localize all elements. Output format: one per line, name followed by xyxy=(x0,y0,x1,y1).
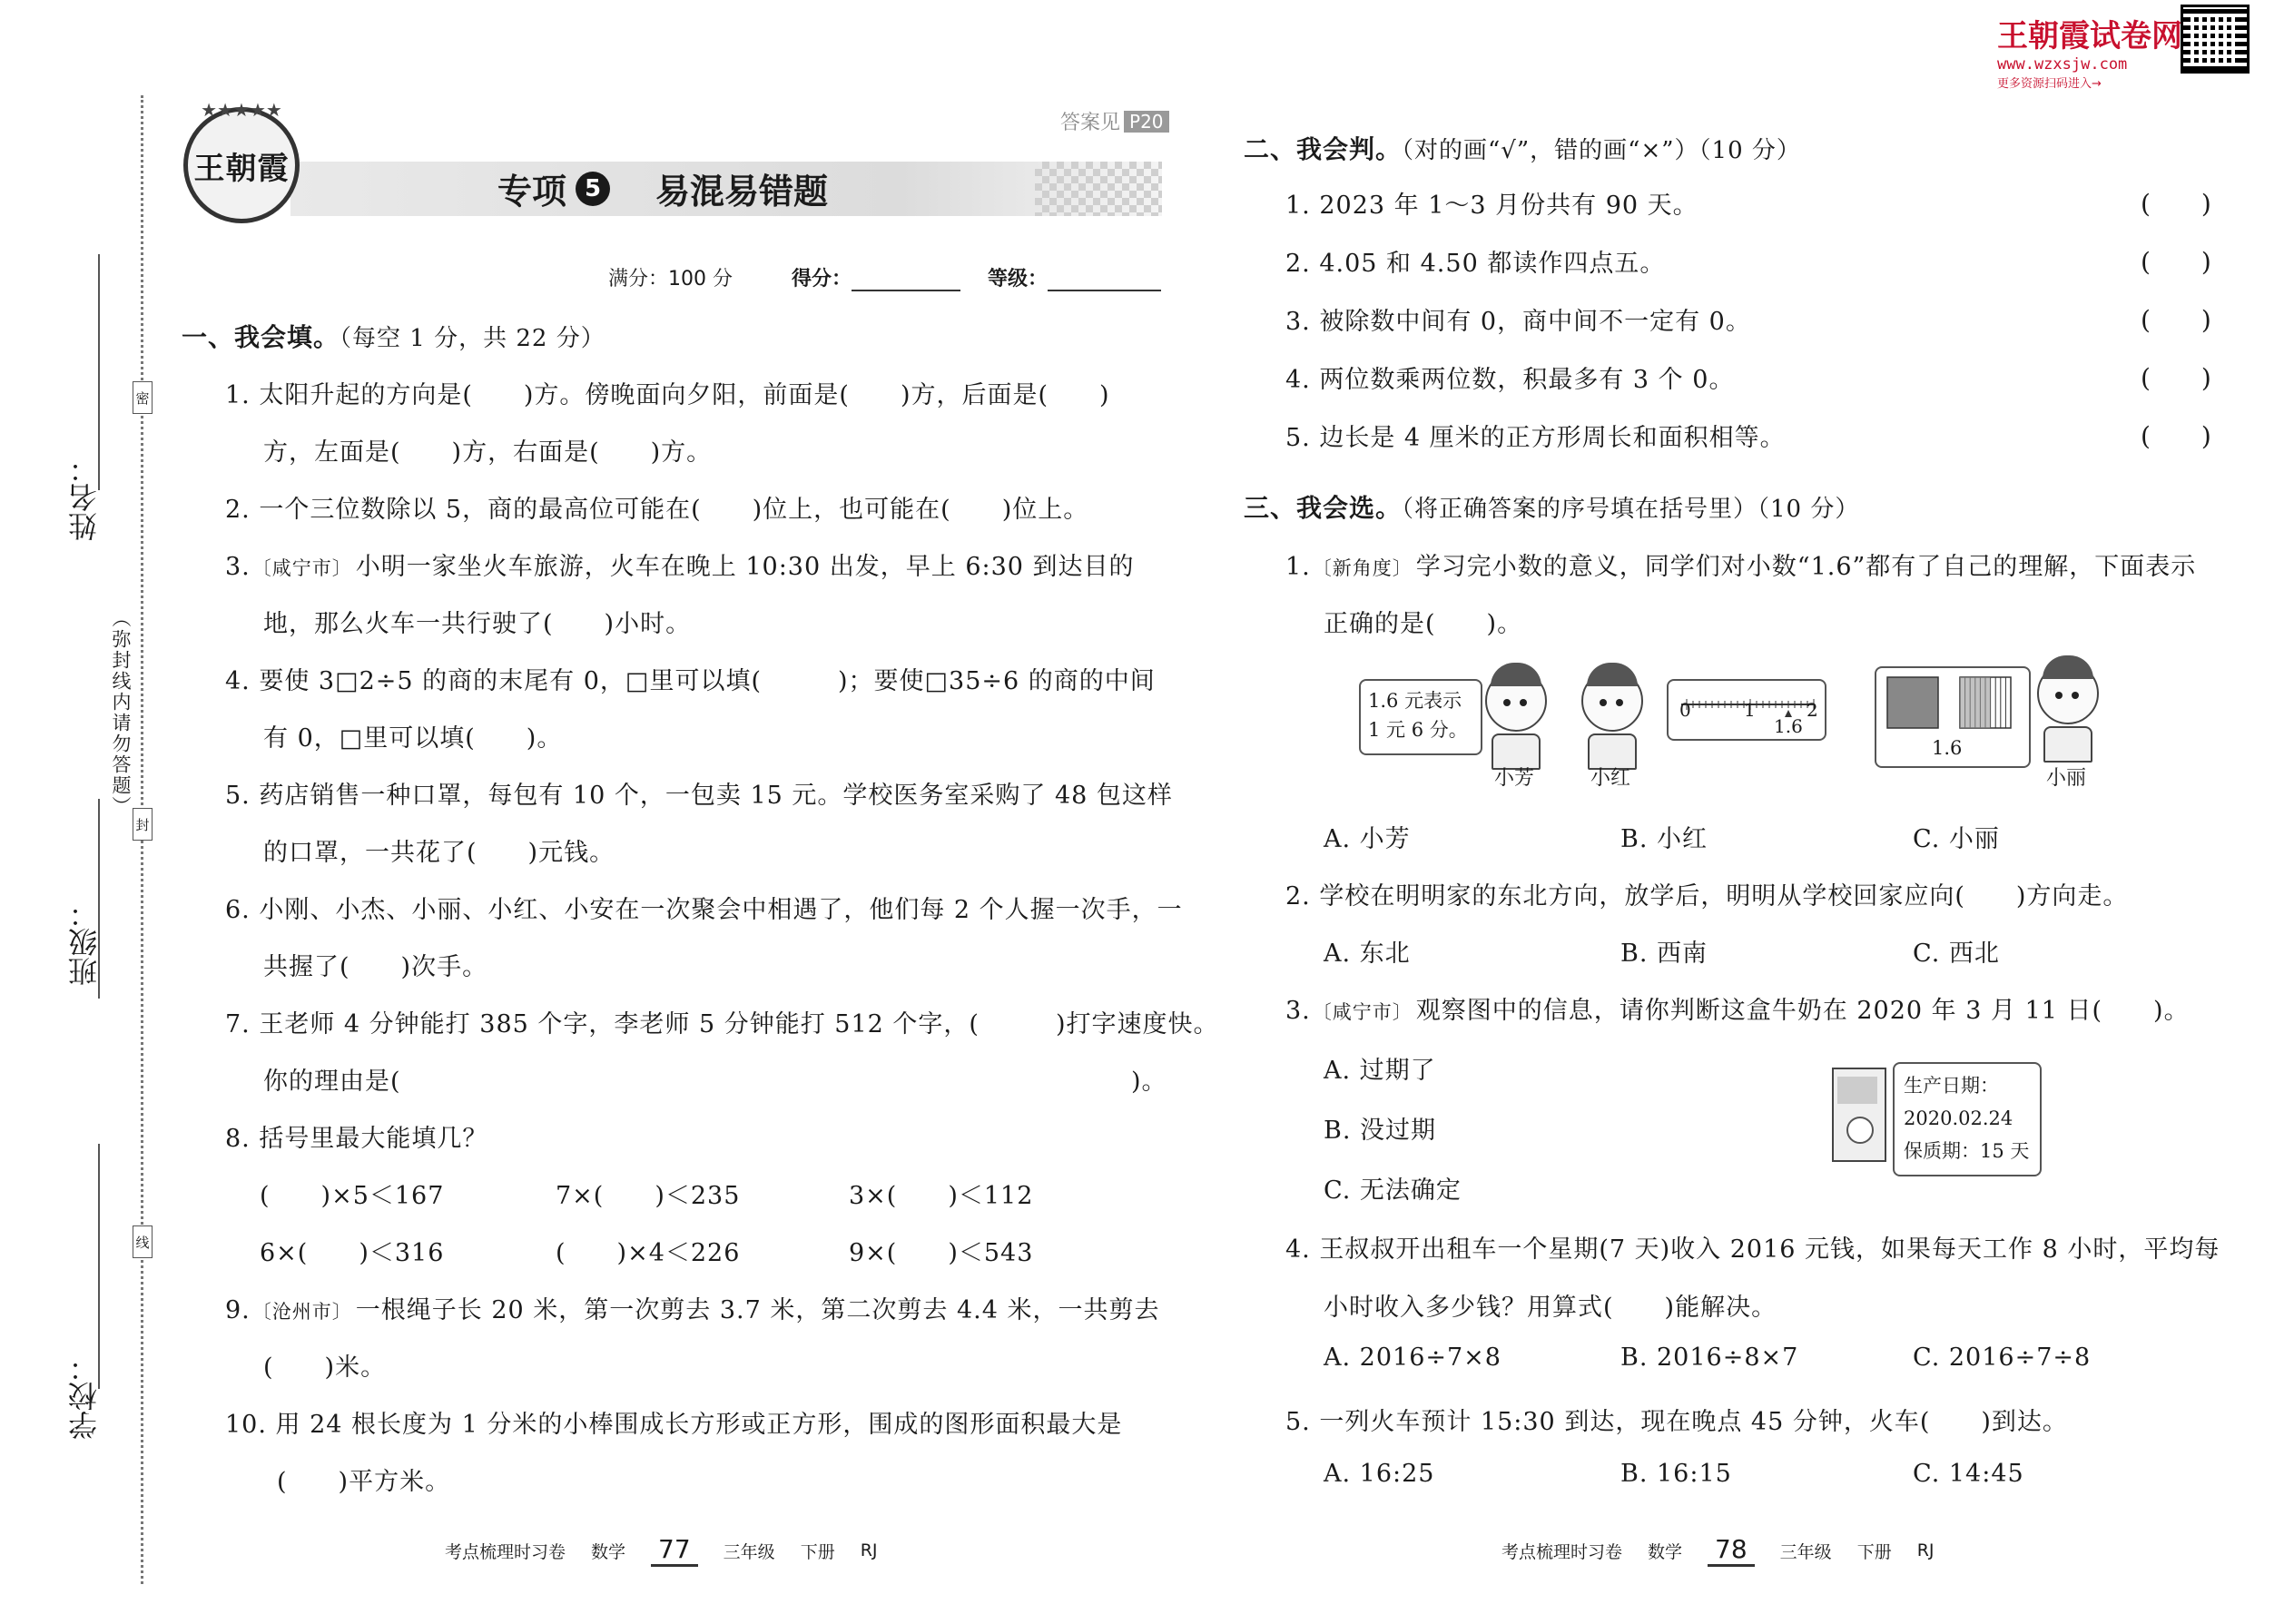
section-1-title: 一、我会填。 xyxy=(182,322,340,352)
footer-book: 考点梳理时习卷 xyxy=(445,1541,566,1562)
footer-subject: 数学 xyxy=(591,1541,626,1562)
fill-q3-tag: 〔咸宁市〕 xyxy=(251,557,352,579)
school-label: 学校： xyxy=(67,1353,102,1440)
footer-volume: 下册 xyxy=(1856,1541,1892,1562)
fill-q8-heading: 8. 括号里最大能填几？ xyxy=(225,1125,488,1153)
judge-q5: 5. 边长是 4 厘米的正方形周长和面积相等。 xyxy=(1285,424,1786,452)
watermark-url[interactable]: www.wzxsjw.com xyxy=(1997,55,2128,74)
bubble1-line2: 1 元 6 分。 xyxy=(1368,719,1468,741)
choice-q1-line2: 正确的是( )。 xyxy=(1324,610,1523,638)
footer-left xyxy=(445,1534,878,1567)
fill-q6-line1: 6. 小刚、小杰、小丽、小红、小安在一次聚会中相遇了，他们每 2 个人握一次手，一 xyxy=(225,896,1183,924)
choice-q1-text: 学习完小数的意义，同学们对小数“1.6”都有了自己的理解，下面表示 xyxy=(1415,553,2197,581)
milk-info-box xyxy=(1893,1062,2042,1176)
judge-q1: 1. 2023 年 1～3 月份共有 90 天。 xyxy=(1285,192,1698,220)
fill-q9-text: 一根绳子长 20 米，第一次剪去 3.7 米，第二次剪去 4.4 米，一共剪去 xyxy=(355,1296,1160,1324)
fill-q1-line1: 1. 太阳升起的方向是( )方。傍晚面向夕阳，前面是( )方，后面是( ) xyxy=(225,381,1110,409)
grade-blank[interactable] xyxy=(1048,290,1161,291)
fill-q8-c: 3×( )＜112 xyxy=(849,1182,1034,1210)
speech-bubble-xiaofang xyxy=(1359,679,1482,755)
fill-q1-line2: 方，左面是( )方，右面是( )方。 xyxy=(263,438,713,467)
choice-q4-opt-c[interactable]: C. 2016÷7÷8 xyxy=(1913,1343,2092,1372)
checker-decoration xyxy=(1035,162,1162,216)
choice-q1-opt-b[interactable]: B. 小红 xyxy=(1620,825,1708,853)
seal-char-xian: 线 xyxy=(133,1225,153,1258)
grid-label: 1.6 xyxy=(1932,737,1963,759)
milk-carton-icon xyxy=(1832,1068,1886,1162)
judge-answer-1[interactable]: ( ) xyxy=(2141,189,2211,219)
logo-text: 王朝霞 xyxy=(193,150,290,187)
seal-char-mi: 密 xyxy=(133,381,153,414)
footer-book: 考点梳理时习卷 xyxy=(1501,1541,1623,1562)
fill-q8-d: 6×( )＜316 xyxy=(260,1239,445,1267)
numline-2: 2 xyxy=(1807,699,1818,721)
judge-answer-4[interactable]: ( ) xyxy=(2141,363,2211,393)
fill-q3-prefix: 3. xyxy=(225,553,251,581)
girl-xiaoli-icon xyxy=(2037,663,2099,763)
qr-code-icon[interactable] xyxy=(2183,7,2247,71)
choice-q2: 2. 学校在明明家的东北方向，放学后，明明从学校回家应向( )方向走。 xyxy=(1285,882,2129,910)
score-blank[interactable] xyxy=(852,290,960,291)
score-field[interactable] xyxy=(792,263,960,291)
grade-label: 等级： xyxy=(988,268,1049,290)
fill-q7-line1: 7. 王老师 4 分钟能打 385 个字，李老师 5 分钟能打 512 个字，( )打字速度快。 xyxy=(225,1010,1219,1038)
footer-edition: RJ xyxy=(1916,1540,1935,1560)
answer-ref-page: P20 xyxy=(1124,111,1169,133)
footer-grade: 三年级 xyxy=(723,1541,775,1562)
section-3-heading xyxy=(1244,488,1859,525)
title-prefix: 专项 xyxy=(497,172,567,212)
choice-q3 xyxy=(1285,990,2190,1026)
choice-q2-opt-c[interactable]: C. 西北 xyxy=(1913,940,2000,968)
page-number: 77 xyxy=(651,1534,698,1567)
brand-logo xyxy=(183,99,300,223)
bubble1-line1: 1.6 元表示 xyxy=(1368,690,1462,712)
fill-q8-f: 9×( )＜543 xyxy=(849,1239,1034,1267)
seal-char-feng: 封 xyxy=(133,808,153,841)
choice-q1-line1 xyxy=(1285,546,2196,582)
fill-q4-line1: 4. 要使 3□2÷5 的商的末尾有 0，□里可以填( )；要使□35÷6 的商的中间 xyxy=(225,667,1156,695)
section-2-heading xyxy=(1244,130,1801,166)
fill-q10-line1: 10. 用 24 根长度为 1 分米的小棒围成长方形或正方形，围成的图形面积最大是 xyxy=(225,1411,1123,1439)
milk-shelf-life: 保质期：15 天 xyxy=(1904,1140,2030,1162)
section-2-note: （对的画“√”，错的画“×”）（10 分） xyxy=(1402,137,1801,164)
choice-q4-line2: 小时收入多少钱？用算式( )能解决。 xyxy=(1324,1294,1777,1322)
choice-q3-tag: 〔咸宁市〕 xyxy=(1312,1001,1413,1023)
choice-q3-text: 观察图中的信息，请你判断这盒牛奶在 2020 年 3 月 11 日( )。 xyxy=(1415,997,2190,1025)
judge-q4: 4. 两位数乘两位数，积最多有 3 个 0。 xyxy=(1285,366,1735,394)
footer-subject: 数学 xyxy=(1648,1541,1683,1562)
answer-ref-label: 答案见 xyxy=(1060,112,1121,134)
footer-volume: 下册 xyxy=(800,1541,835,1562)
page-number: 78 xyxy=(1708,1534,1755,1567)
fill-q7-close: )。 xyxy=(1131,1068,1167,1096)
choice-q4-opt-a[interactable]: A. 2016÷7×8 xyxy=(1324,1343,1501,1372)
milk-production-date: 2020.02.24 xyxy=(1904,1107,2013,1129)
judge-answer-2[interactable]: ( ) xyxy=(2141,247,2211,277)
full-score: 满分：100 分 xyxy=(608,268,733,290)
name-label: 姓名： xyxy=(67,454,102,541)
judge-q3: 3. 被除数中间有 0，商中间不一定有 0。 xyxy=(1285,308,1751,336)
choice-q1-tag: 〔新角度〕 xyxy=(1312,557,1413,579)
answer-reference xyxy=(1060,107,1169,135)
decimal-grid-icon xyxy=(1876,668,2029,741)
choice-q3-prefix: 3. xyxy=(1285,997,1311,1025)
fill-q3-text: 小明一家坐火车旅游，火车在晚上 10:30 出发，早上 6:30 到达目的 xyxy=(355,553,1135,581)
watermark[interactable] xyxy=(1997,11,2182,91)
choice-q5-opt-a[interactable]: A. 16:25 xyxy=(1324,1460,1435,1488)
choice-q5-opt-b[interactable]: B. 16:15 xyxy=(1620,1460,1732,1488)
footer-edition: RJ xyxy=(860,1540,878,1560)
section-1-heading xyxy=(182,318,605,354)
name-xiaohong: 小红 xyxy=(1590,767,1631,790)
section-3-title: 三、我会选。 xyxy=(1244,493,1403,523)
fill-q9-line1 xyxy=(225,1290,1160,1325)
numline-1: 1 xyxy=(1744,699,1756,721)
fill-q8-e: ( )×4＜226 xyxy=(556,1239,741,1267)
page-title xyxy=(497,163,828,213)
fill-q8-a: ( )×5＜167 xyxy=(260,1182,445,1210)
choice-q3-opt-b[interactable]: B. 没过期 xyxy=(1324,1117,1437,1145)
fill-q2: 2. 一个三位数除以 5，商的最高位可能在( )位上，也可能在( )位上。 xyxy=(225,496,1089,524)
choice-q5-opt-c[interactable]: C. 14:45 xyxy=(1913,1460,2024,1488)
section-2-title: 二、我会判。 xyxy=(1244,134,1403,164)
girl-xiaofang-icon xyxy=(1485,670,1547,770)
choice-q2-opt-a[interactable]: A. 东北 xyxy=(1324,940,1411,968)
title-number: 5 xyxy=(576,172,610,206)
fill-q7-line2: 你的理由是( xyxy=(263,1068,401,1096)
judge-answer-3[interactable]: ( ) xyxy=(2141,305,2211,335)
fill-q8-b: 7×( )＜235 xyxy=(556,1182,741,1210)
title-main: 易混易错题 xyxy=(655,172,829,212)
milk-production-label: 生产日期： xyxy=(1904,1075,1999,1097)
fill-q5-line2: 的口罩，一共花了( )元钱。 xyxy=(263,839,615,867)
fill-q9-prefix: 9. xyxy=(225,1296,251,1324)
choice-q1-prefix: 1. xyxy=(1285,553,1311,581)
choice-q3-opt-a[interactable]: A. 过期了 xyxy=(1324,1057,1436,1085)
footer-grade: 三年级 xyxy=(1779,1541,1832,1562)
footer-right xyxy=(1501,1534,1935,1567)
numline-1-6: 1.6 xyxy=(1774,715,1803,737)
grade-field[interactable] xyxy=(988,263,1161,291)
score-label: 得分： xyxy=(792,268,852,290)
star-icon: ★★★★★ xyxy=(201,99,282,121)
section-3-note: （将正确答案的序号填在括号里）（10 分） xyxy=(1402,496,1860,523)
fill-q10-line2: ( )平方米。 xyxy=(277,1468,451,1496)
choice-q4-opt-b[interactable]: B. 2016÷8×7 xyxy=(1620,1343,1799,1372)
name-xiaofang: 小芳 xyxy=(1494,767,1535,790)
fill-q6-line2: 共握了( )次手。 xyxy=(263,953,488,981)
judge-q2: 2. 4.05 和 4.50 都读作四点五。 xyxy=(1285,250,1666,278)
judge-answer-5[interactable]: ( ) xyxy=(2141,421,2211,451)
section-1-note: （每空 1 分，共 22 分） xyxy=(340,325,605,352)
fill-q9-tag: 〔沧州市〕 xyxy=(251,1301,352,1323)
choice-q4-line1: 4. 王叔叔开出租车一个星期(7 天)收入 2016 元钱，如果每天工作 8 小时，平均每 xyxy=(1285,1235,2220,1264)
choice-q2-opt-b[interactable]: B. 西南 xyxy=(1620,940,1708,968)
fill-q5-line1: 5. 药店销售一种口罩，每包有 10 个，一包卖 15 元。学校医务室采购了 48 包这样 xyxy=(225,782,1173,810)
class-label: 班级： xyxy=(67,899,102,986)
fill-q3-line2: 地，那么火车一共行驶了( )小时。 xyxy=(263,610,692,638)
fill-q4-line2: 有 0，□里可以填( )。 xyxy=(263,724,563,753)
girl-xiaohong-icon xyxy=(1581,670,1643,770)
seal-note: （弥封线内请勿答题） xyxy=(110,608,132,817)
choice-q1-opt-c[interactable]: C. 小丽 xyxy=(1913,825,2000,853)
fill-q9-line2: ( )米。 xyxy=(263,1353,387,1382)
numline-0: 0 xyxy=(1679,699,1691,721)
watermark-title: 王朝霞试卷网 xyxy=(1997,18,2182,54)
choice-q3-opt-c[interactable]: C. 无法确定 xyxy=(1324,1176,1462,1205)
fill-q3-line1 xyxy=(225,546,1135,582)
watermark-cta: 更多资源扫码进入→ xyxy=(1997,77,2102,91)
choice-q1-opt-a[interactable]: A. 小芳 xyxy=(1324,825,1411,853)
choice-q5: 5. 一列火车预计 15:30 到达，现在晚点 45 分钟，火车( )到达。 xyxy=(1285,1408,2068,1436)
name-xiaoli: 小丽 xyxy=(2046,767,2087,790)
